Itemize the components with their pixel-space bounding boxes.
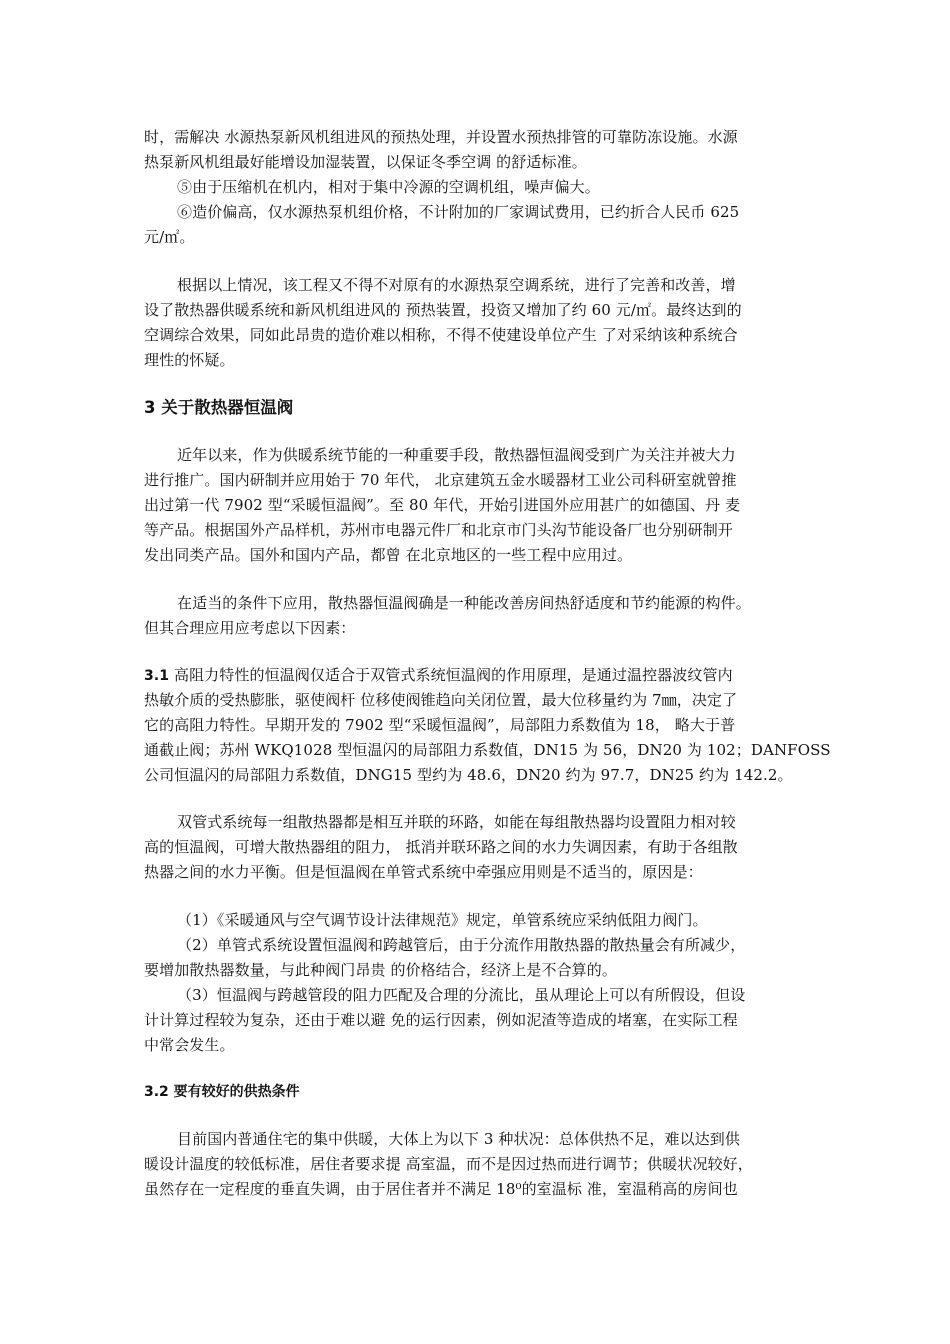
list-item: （1）《采暖通风与空气调节设计法律规范》规定，单管系统应采纳低阻力阀门。 [177,911,708,929]
paragraph-line: 虽然存在一定程度的垂直失调，由于居住者并不满足 18⁰的室温标 准，室温稍高的房间也 [144,1180,738,1198]
subsection-number: 3.1 [144,668,170,684]
list-item: （2）单管式系统设置恒温阀和跨越管后，由于分流作用散热器的散热量会有所减少， [177,936,746,954]
list-item: ⑤由于压缩机在机内，相对于集中冷源的空调机组，噪声偏大。 [177,178,600,196]
list-item: ⑥造价偏高，仅水源热泵机组价格，不计附加的厂家调试费用，已约折合人民币 625 [177,203,740,221]
paragraph-line: 进行推广。国内研制并应用始于 70 年代， 北京建筑五金水暖器材工业公司科研室就曾推 [144,471,737,489]
paragraph-line: 热器之间的水力平衡。但是恒温阀在单管式系统中牵强应用则是不适当的，原因是： [144,863,703,881]
paragraph-line: 中常会发生。 [144,1036,235,1054]
paragraph-line [144,664,733,687]
subsection-heading: 3.2 要有较好的供热条件 [144,1084,300,1100]
paragraph-line: 元/㎡。 [144,228,195,246]
paragraph-line: 暖设计温度的较低标准，居住者要求提 高室温，而不是因过热而进行调节；供暖状况较好， [144,1155,753,1173]
section-heading: 3 关于散热器恒温阀 [144,398,294,417]
paragraph-line: 要增加散热器数量，与此种阀门昂贵 的价格结合，经济上是不合算的。 [144,961,617,979]
paragraph-line: 它的高阻力特性。早期开发的 7902 型“采暖恒温阀”，局部阻力系数值为 18， 略大于普 [144,716,736,734]
paragraph-text: 高阻力特性的恒温阀仅适合于双管式系统恒温阀的作用原理，是通过温控器波纹管内 [173,666,733,684]
paragraph-line: 双管式系统每一组散热器都是相互并联的环路，如能在每组散热器均设置阻力相对较 [177,813,736,831]
paragraph-line: 但其合理应用应考虑以下因素： [144,619,356,637]
paragraph-line: 高的恒温阀，可增大散热器组的阻力， 抵消并联环路之间的水力失调因素，有助于各组散 [144,838,738,856]
paragraph-line: 计计算过程较为复杂，还由于难以避 免的运行因素，例如泥渣等造成的堵塞，在实际工程 [144,1011,738,1029]
paragraph-line: 公司恒温闪的局部阻力系数值，DNG15 型约为 48.6，DN20 约为 97.7，DN25 约为 142.2。 [144,766,793,784]
paragraph-line: 热泵新风机组最好能增设加湿装置，以保证冬季空调 的舒适标准。 [144,153,587,171]
paragraph-line: 设了散热器供暖系统和新风机组进风的 预热装置，投资又增加了约 60 元/㎡。最终达到的 [144,301,742,319]
paragraph-line: 出过第一代 7902 型“采暖恒温阀”。至 80 年代，开始引进国外应用甚广的如德国、丹 麦 [144,496,741,514]
paragraph-line: 空调综合效果，同如此昂贵的造价难以相称，不得不使建设单位产生 了对采纳该种系统合 [144,326,738,344]
paragraph-line: 根据以上情况，该工程又不得不对原有的水源热泵空调系统，进行了完善和改善，增 [177,276,736,294]
paragraph-line: 近年以来，作为供暖系统节能的一种重要手段，散热器恒温阀受到广为关注并被大力 [177,446,736,464]
list-item: （3）恒温阀与跨越管段的阻力匹配及合理的分流比，虽从理论上可以有所假设，但设 [177,986,746,1004]
paragraph-line: 在适当的条件下应用，散热器恒温阀确是一种能改善房间热舒适度和节约能源的构件。 [177,594,751,612]
paragraph-line: 发出同类产品。国外和国内产品，都曾 在北京地区的一些工程中应用过。 [144,546,633,564]
paragraph-line: 等产品。根据国外产品样机，苏州市电器元件厂和北京市门头沟节能设备厂也分别研制开 [144,521,733,539]
paragraph-line: 热敏介质的受热膨胀，驱使阀杆 位移使阀锥趋向关闭位置，最大位移量约为 7㎜，决定了 [144,691,738,709]
paragraph-line: 理性的怀疑。 [144,351,235,369]
paragraph-line: 时，需解决 水源热泵新风机组进风的预热处理，并设置水预热排管的可靠防冻设施。水源 [144,128,738,146]
paragraph-line: 目前国内普通住宅的集中供暖，大体上为以下 3 种状况：总体供热不足，难以达到供 [177,1130,740,1148]
paragraph-line: 通截止阀；苏州 WKQ1028 型恒温闪的局部阻力系数值，DN15 为 56，DN20 为 102；DANFOSS [144,741,831,759]
